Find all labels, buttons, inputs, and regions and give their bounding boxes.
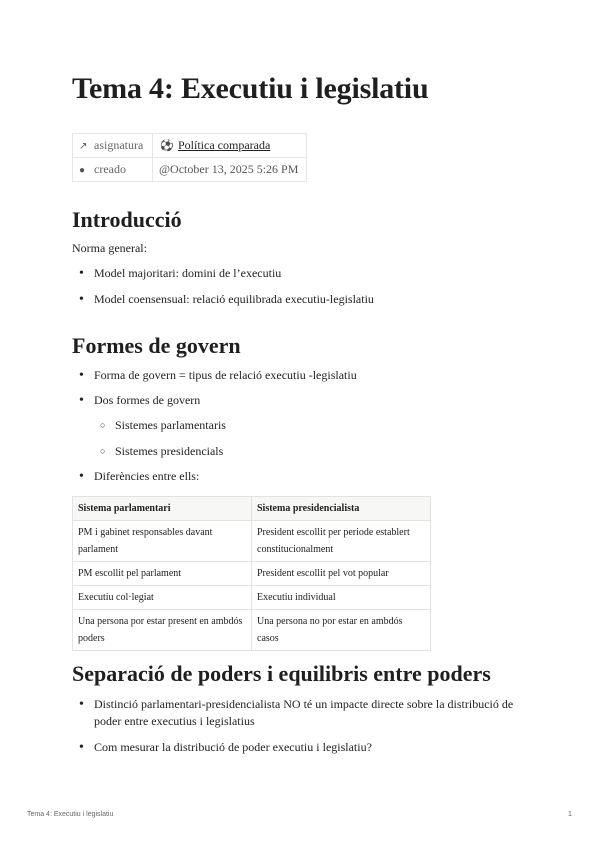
heading-introduccio: Introducció xyxy=(72,207,182,232)
list-item: • Com mesurar la distribució de poder executiu i legislatiu? xyxy=(72,739,522,756)
list-item: • Diferències entre ells: xyxy=(72,468,522,485)
table-cell: Una persona no por estar en ambdós casos xyxy=(252,610,431,651)
list-item: • Dos formes de govern xyxy=(72,392,522,409)
column-header: Sistema presidencialista xyxy=(252,497,431,521)
list-item: • Forma de govern = tipus de relació executiu -legislatiu xyxy=(72,367,522,384)
table-cell: Una persona por estar present en ambdós poders xyxy=(73,610,252,651)
property-value: @October 13, 2025 5:26 PM xyxy=(153,158,307,182)
table-cell: President escollit pel vot popular xyxy=(252,562,431,586)
arrow-up-right-icon: ↗ xyxy=(79,141,88,152)
column-header: Sistema parlamentari xyxy=(73,497,252,521)
table-cell: PM escollit pel parlament xyxy=(73,562,252,586)
soccer-ball-icon: ⚽ xyxy=(160,140,174,152)
table-header-row xyxy=(73,497,431,521)
table-cell: Executiu col·legiat xyxy=(73,586,252,610)
footer-page-number: 1 xyxy=(568,811,572,818)
property-row-creado xyxy=(73,158,307,182)
table-row xyxy=(73,521,431,562)
list-item: • Model majoritari: domini de l’executiu xyxy=(72,265,522,282)
property-row-asignatura xyxy=(73,134,307,158)
footer-title: Tema 4: Executiu i legislatiu xyxy=(27,811,114,818)
intro-list xyxy=(72,265,522,308)
heading-formes-de-govern: Formes de govern xyxy=(72,333,241,358)
paragraph-norma-general: Norma general: xyxy=(72,241,147,255)
table-cell: President escollit per periode establert constitucionalment xyxy=(252,521,431,562)
table-row xyxy=(73,562,431,586)
sub-list-item: ○ Sistemes presidencials xyxy=(72,443,522,460)
clock-icon: ● xyxy=(79,165,86,176)
properties-table xyxy=(72,133,307,182)
list-item: • Distinció parlamentari-presidencialista NO té un impacte directe sobre la distribució de poder entre executius i legislatius xyxy=(72,696,522,730)
separacio-list xyxy=(72,696,522,756)
table-row xyxy=(73,586,431,610)
sub-list-item: ○ Sistemes parlamentaris xyxy=(72,417,522,434)
table-cell: Executiu individual xyxy=(252,586,431,610)
table-row xyxy=(73,610,431,651)
table-cell: PM i gabinet responsables davant parlament xyxy=(73,521,252,562)
property-link-politica-comparada[interactable]: Política comparada xyxy=(178,138,271,152)
formes-list xyxy=(72,367,522,485)
property-key: creado xyxy=(94,162,126,176)
page-title: Tema 4: Executiu i legislatiu xyxy=(72,72,429,105)
heading-separacio-de-poders: Separació de poders i equilibris entre poders xyxy=(72,661,491,686)
list-item: • Model coensensual: relació equilibrada executiu-legislatiu xyxy=(72,291,522,308)
comparison-table xyxy=(72,496,431,651)
property-key: asignatura xyxy=(94,138,144,152)
